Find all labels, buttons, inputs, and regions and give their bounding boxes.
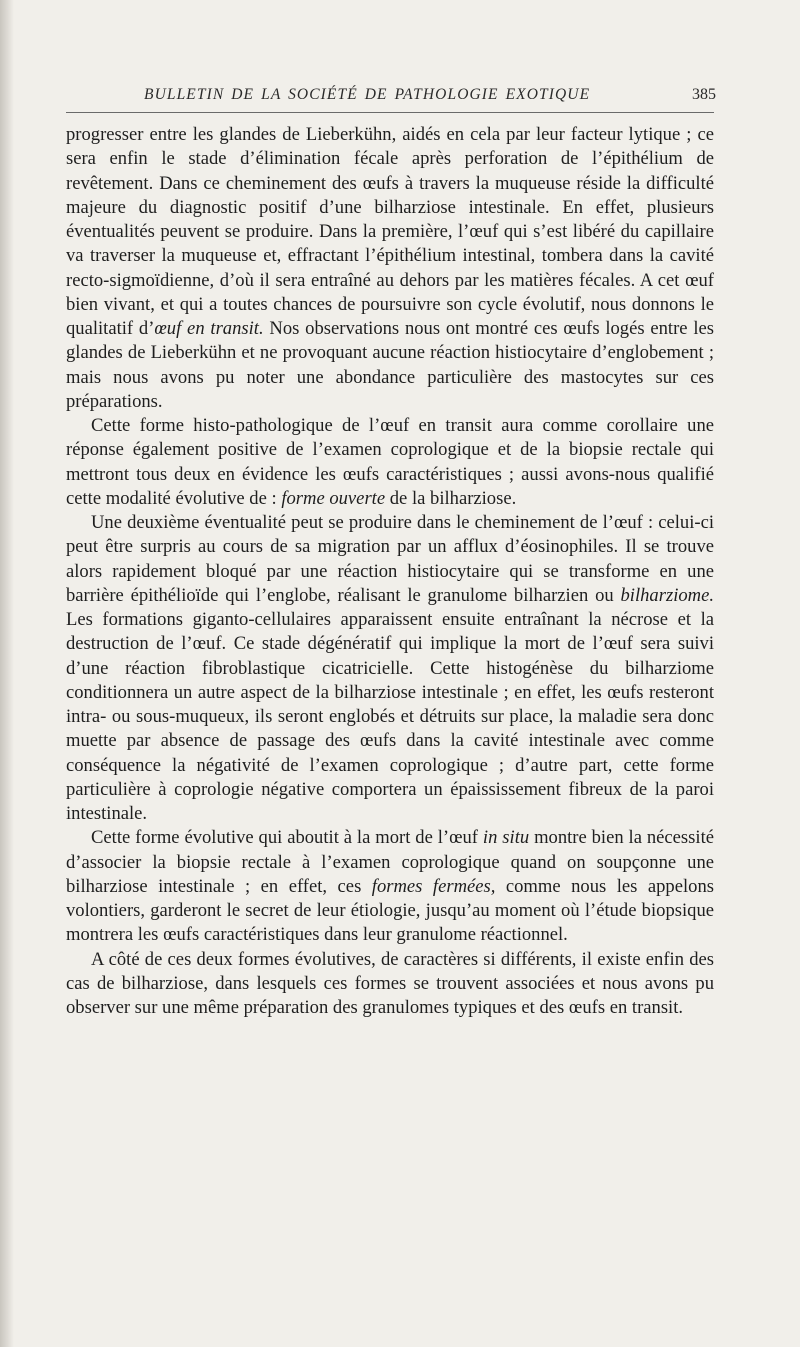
- italic-text: in situ: [482, 827, 530, 849]
- text-run: Cette forme évolutive qui aboutit à la mort de l’œuf: [91, 827, 483, 849]
- italic-text: bilharziome.: [620, 584, 714, 606]
- text-run: Cette forme histo-pathologique de l’œuf en transit aura comme corollaire une réponse également positive de l’examen coprologique et de la biopsie rectale qui mettront tous deux en évidence les œufs caractéristiques ; aussi avons-nous qualifié cette modalité évolutive de :: [66, 415, 714, 509]
- paragraph-1: [66, 123, 714, 414]
- paragraph-4: [66, 826, 714, 947]
- text-run: comme nous les appelons volontiers, garderont le secret de leur étiologie, jusqu’au moment où l’étude biopsique montrera les œufs caractéristiques dans leur granulome réactionnel.: [66, 875, 714, 946]
- text-run: A côté de ces deux formes évolutives, de caractères si différents, il existe enfin des cas de bilharziose, dans lesquels ces formes se trouvent associées et nous avons pu observer sur une même préparation des granulomes typiques et des œufs en transit.: [66, 948, 714, 1018]
- article-body: [66, 123, 714, 1020]
- text-run: progresser entre les glandes de Lieberkühn, aidés en cela par leur facteur lytique ; ce sera enfin le stade d’élimination fécale après perforation de l’épithélium de revêtement. Dans ce cheminement des œufs à travers la muqueuse réside la difficulté majeure du diagnostic positif d’une bilharziose intestinale. En effet, plusieurs éventualités peuvent se produire. Dans la première, l’œuf qui s’est libéré du capillaire va traverser la muqueuse et, effractant l’épithélium intestinal, tombera dans la cavité recto-sigmoïdienne, d’où il sera entraîné au dehors par les matières fécales. A cet œuf bien vivant, et qui a toutes chances de poursuivre son cycle évolutif, nous donnons le qualitatif d’: [66, 124, 714, 339]
- text-run: Nos observations nous ont montré ces œufs logés entre les glandes de Lieberkühn et ne provoquant aucune réaction histiocytaire d’englobement ; mais nous avons pu noter une abondance particulière des mastocytes sur ces préparations.: [66, 318, 714, 412]
- italic-text: œuf en transit.: [154, 318, 264, 339]
- text-run: Les formations giganto-cellulaires apparaissent ensuite entraînant la nécrose et la destruction de l’œuf. Ce stade dégénératif qui implique la mort de l’œuf sera suivi d’une réaction fibroblastique cicatricielle. Cette histogénèse du bilharziome conditionnera un autre aspect de la bilharziose intestinale ; en effet, les œufs resteront intra- ou sous-muqueux, ils seront englobés et détruits sur place, la maladie sera donc muette par absence de passage des œufs dans la cavité intestinale avec comme conséquence la négativité de l’examen coprologique ; d’autre part, cette forme particulière à coprologie négative comportera un épaississement fibreux de la paroi intestinale.: [66, 609, 714, 824]
- text-run: de la bilharziose.: [385, 487, 517, 509]
- italic-text: formes fermées,: [371, 875, 496, 897]
- text-run: Une deuxième éventualité peut se produire dans le cheminement de l’œuf : celui-ci peut être surpris au cours de sa migration par un afflux d’éosinophiles. Il se trouve alors rapidement bloqué par une réaction histiocytaire qui se transforme en une barrière épithélioïde qui l’englobe, réalisant le granulome bilharzien ou: [66, 512, 714, 606]
- journal-page: [66, 86, 714, 1020]
- paragraph-5: [66, 948, 714, 1021]
- paragraph-3: [66, 511, 714, 826]
- paragraph-2: [66, 414, 714, 511]
- italic-text: forme ouverte: [281, 487, 386, 509]
- text-run: montre bien la nécessité d’associer la biopsie rectale à l’examen coprologique quand on soupçonne une bilharziose intestinale ; en effet, ces: [66, 827, 714, 897]
- journal-title: BULLETIN DE LA SOCIÉTÉ DE PATHOLOGIE EXOTIQUE: [144, 86, 591, 103]
- page-binding-shadow: [0, 0, 14, 1347]
- running-header: [66, 86, 714, 113]
- page-number: 385: [692, 86, 716, 103]
